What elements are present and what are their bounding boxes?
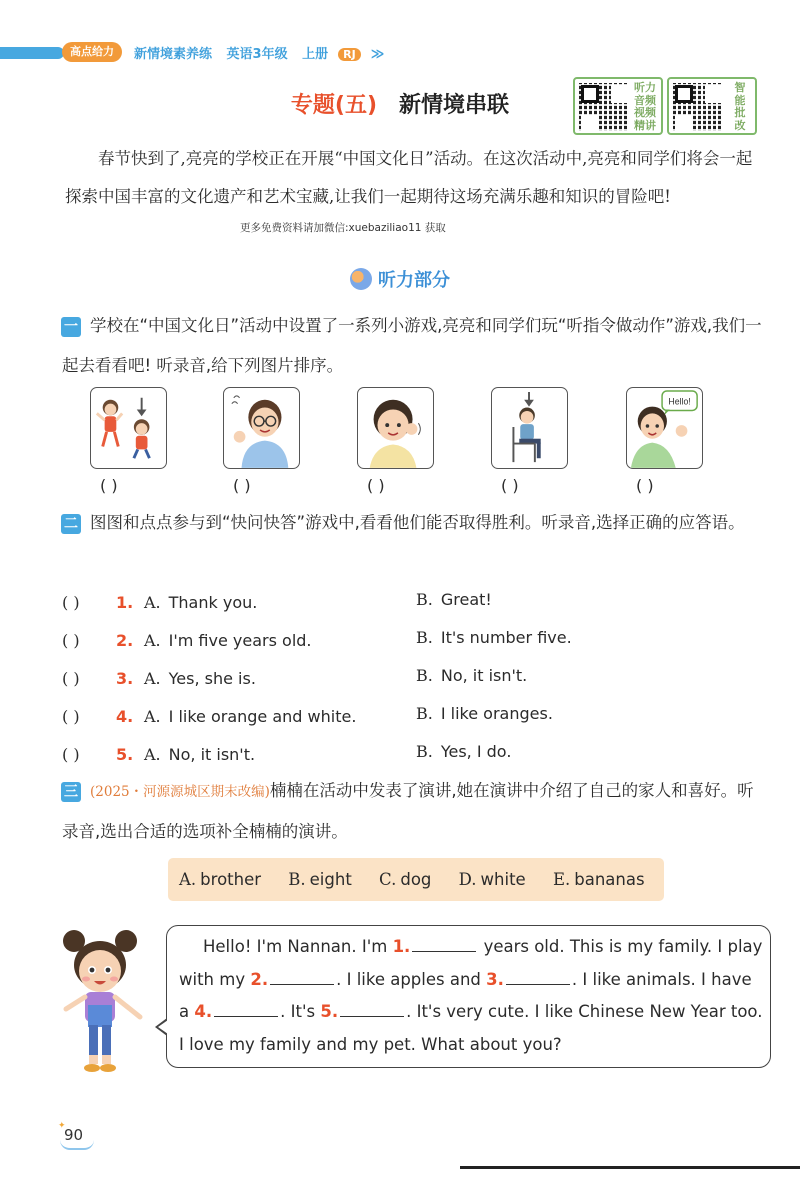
question-2-text: 图图和点点参与到“快问快答”游戏中,看看他们能否取得胜利。听录音,选择正确的应答语。 <box>90 513 745 532</box>
header-info <box>134 43 394 62</box>
qr-label: 听力音频 视频精讲 <box>634 81 656 132</box>
word-bank <box>168 858 664 901</box>
item-number: 2. <box>116 631 134 650</box>
option-a[interactable]: A. I like orange and white. <box>144 707 357 726</box>
qr-label: 智能批改 <box>734 81 746 132</box>
answer-blank-1[interactable]: ( ) <box>100 476 118 495</box>
answer-blank-4[interactable]: ( ) <box>501 476 519 495</box>
page-number: ✦ 90 <box>64 1126 83 1144</box>
headphones-icon <box>350 268 372 290</box>
picture-3-ear <box>357 387 434 469</box>
picture-4-sit <box>491 387 568 469</box>
fill-blank-3[interactable] <box>506 971 570 985</box>
children-jumping-icon <box>91 388 166 468</box>
boy-sitting-down-icon <box>492 388 567 468</box>
answer-bracket[interactable]: ( ) <box>62 745 80 764</box>
option-a[interactable]: A. I'm five years old. <box>144 631 312 650</box>
question-2-item-5 <box>62 742 762 772</box>
boy-saying-hello-icon <box>627 388 702 468</box>
qr-code-grading[interactable] <box>667 77 757 135</box>
qr-code-listening[interactable] <box>573 77 663 135</box>
footer-rule <box>460 1166 800 1169</box>
qr-code-icon <box>673 83 721 131</box>
chevron-right-icon: ≫ <box>370 47 385 62</box>
blank-number-5: 5. <box>320 1002 339 1021</box>
option-b[interactable]: B. Yes, I do. <box>416 742 512 761</box>
word-option-e[interactable]: E. bananas <box>552 870 645 889</box>
question-source: (2025・河源源城区期末改编) <box>90 784 270 800</box>
question-2-item-3 <box>62 666 762 696</box>
question-1-text: 学校在“中国文化日”活动中设置了一系列小游戏,亮亮和同学们玩“听指令做动作”游戏,我们一起去看看吧! 听录音,给下列图片排序。 <box>62 316 762 375</box>
option-a[interactable]: A. No, it isn't. <box>144 745 256 764</box>
question-3-block <box>62 771 762 852</box>
girl-character-icon <box>52 925 162 1080</box>
answer-bracket[interactable]: ( ) <box>62 631 80 650</box>
watermark-text: 更多免费资料请加微信:xuebaziliao11 获取 <box>240 222 446 234</box>
word-option-b[interactable]: B. eight <box>288 870 352 889</box>
blank-number-2: 2. <box>250 969 269 989</box>
speech-bubble <box>166 925 771 1068</box>
option-b[interactable]: B. It's number five. <box>416 628 572 647</box>
boy-with-glasses-icon <box>224 388 299 468</box>
answer-blank-5[interactable]: ( ) <box>636 476 654 495</box>
answer-blank-2[interactable]: ( ) <box>233 476 251 495</box>
fill-blank-2[interactable] <box>270 971 334 985</box>
question-number-1: 一 <box>61 317 81 337</box>
fill-blank-5[interactable] <box>340 1003 404 1017</box>
question-2-item-4 <box>62 704 762 734</box>
option-a[interactable]: A. Yes, she is. <box>144 669 256 688</box>
topic-name: 新情境串联 <box>399 93 510 118</box>
answer-bracket[interactable]: ( ) <box>62 707 80 726</box>
page-number-decoration <box>60 1140 94 1150</box>
option-b[interactable]: B. No, it isn't. <box>416 666 528 685</box>
series-name: 新情境素养练 <box>134 47 213 62</box>
header-accent-bar <box>0 47 64 59</box>
brand-badge: 高点给力 <box>62 42 122 62</box>
fill-blank-4[interactable] <box>214 1003 278 1017</box>
item-number: 4. <box>116 707 134 726</box>
option-b[interactable]: B. I like oranges. <box>416 704 553 723</box>
volume: 上册 <box>302 47 329 62</box>
item-number: 5. <box>116 745 134 764</box>
item-number: 3. <box>116 669 134 688</box>
question-number-2: 二 <box>61 514 81 534</box>
qr-code-icon <box>579 83 627 131</box>
question-number-3: 三 <box>61 782 81 802</box>
edition-badge: RJ <box>338 48 361 61</box>
section-heading <box>0 266 800 292</box>
hello-bubble-text: Hello! <box>668 396 691 407</box>
blank-number-4: 4. <box>194 1002 213 1021</box>
subject-grade: 英语3年级 <box>226 47 288 62</box>
blank-number-3: 3. <box>486 969 504 989</box>
picture-5-hello <box>626 387 703 469</box>
word-option-c[interactable]: C. dog <box>379 870 432 889</box>
boy-touching-ear-icon <box>358 388 433 468</box>
topic-number: 专题(五) <box>290 93 378 118</box>
picture-2-glasses <box>223 387 300 469</box>
word-option-d[interactable]: D. white <box>458 870 526 889</box>
answer-bracket[interactable]: ( ) <box>62 669 80 688</box>
nannan-speech: Hello! I'm Nannan. I'm 1. years old. This is my family. I play with my 2. . I like apples and 3. . I like animals. I have a 4. . It's 5. . It's very cute. I like Chinese New Year too. I love my family and my pet. What about you? <box>179 937 763 1054</box>
intro-paragraph: 春节快到了,亮亮的学校正在开展“中国文化日”活动。在这次活动中,亮亮和同学们将会一起探索中国丰富的文化遗产和艺术宝藏,让我们一起期待这场充满乐趣和知识的冒险吧! <box>65 149 753 206</box>
fill-blank-1[interactable] <box>412 938 476 952</box>
item-number: 1. <box>116 593 134 612</box>
question-2-item-2 <box>62 628 762 658</box>
blank-number-1: 1. <box>392 937 411 956</box>
answer-blank-3[interactable]: ( ) <box>367 476 385 495</box>
question-2-item-1 <box>62 590 762 620</box>
question-3-text: 楠楠在活动中发表了演讲,她在演讲中介绍了自己的家人和喜好。听录音,选出合适的选项补全楠楠的演讲。 <box>62 781 754 841</box>
option-a[interactable]: A. Thank you. <box>144 593 258 612</box>
option-b[interactable]: B. Great! <box>416 590 492 609</box>
answer-bracket[interactable]: ( ) <box>62 593 80 612</box>
picture-1-jump <box>90 387 167 469</box>
word-option-a[interactable]: A. brother <box>179 870 262 889</box>
girl-illustration <box>52 925 162 1080</box>
section-title: 听力部分 <box>378 270 450 291</box>
